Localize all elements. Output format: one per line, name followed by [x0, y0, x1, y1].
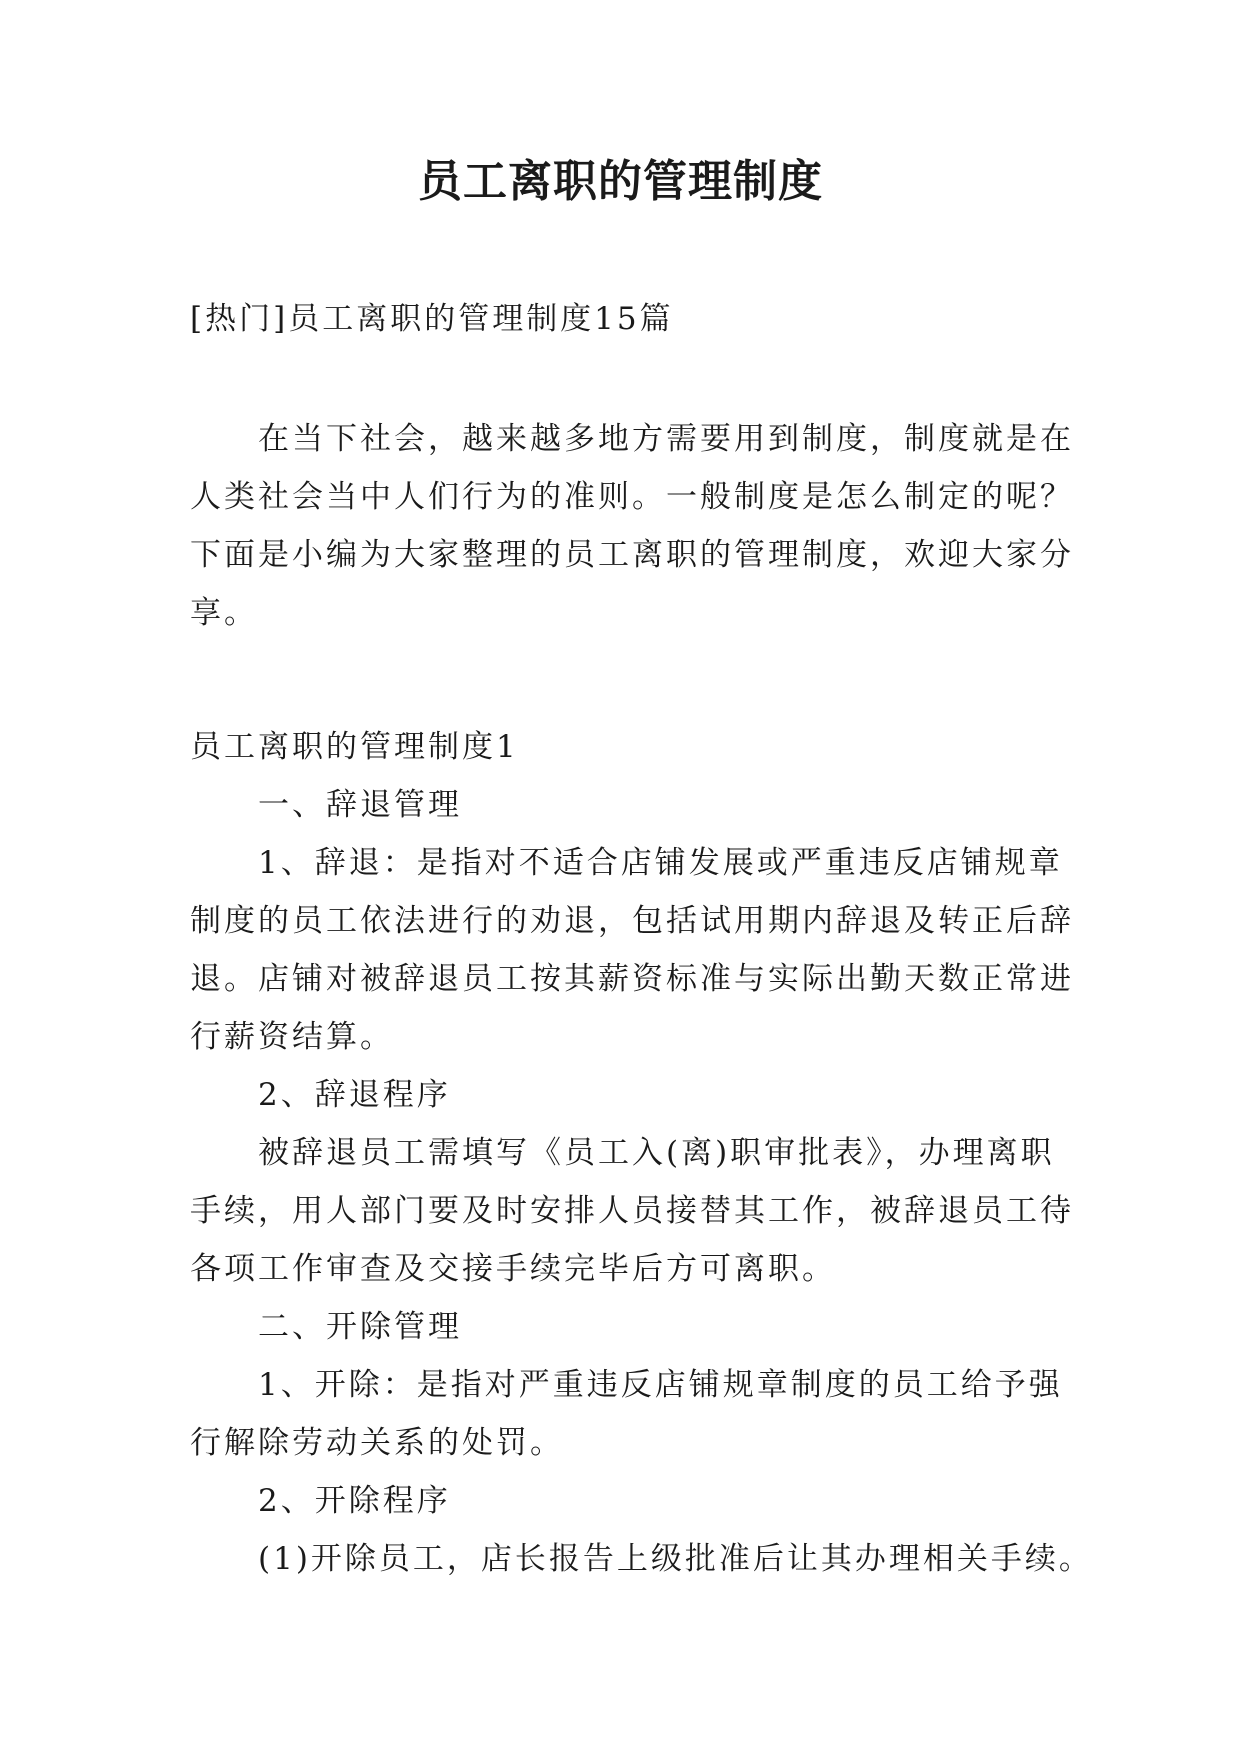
paragraph-line: (1)开除员工，店长报告上级批准后让其办理相关手续。	[258, 1541, 1093, 1577]
paragraph-line: 退。店铺对被辞退员工按其薪资标准与实际出勤天数正常进	[190, 961, 1074, 997]
paragraph-line: 行解除劳动关系的处罚。	[190, 1425, 564, 1461]
section-heading: 员工离职的管理制度1	[190, 729, 519, 765]
paragraph-line: 被辞退员工需填写《员工入(离)职审批表》，办理离职	[258, 1135, 1055, 1171]
document-title: 员工离职的管理制度	[418, 156, 823, 207]
paragraph-line: 手续，用人部门要及时安排人员接替其工作，被辞退员工待	[190, 1193, 1074, 1229]
item-heading: 2、开除程序	[258, 1483, 451, 1519]
paragraph-line: 1、开除：是指对严重违反店铺规章制度的员工给予强	[258, 1367, 1063, 1403]
intro-paragraph-line: 享。	[190, 595, 258, 631]
item-heading: 2、辞退程序	[258, 1077, 451, 1113]
intro-paragraph-line: 人类社会当中人们行为的准则。一般制度是怎么制定的呢？	[190, 479, 1074, 515]
subsection-heading: 一、辞退管理	[258, 787, 462, 823]
intro-paragraph-line: 下面是小编为大家整理的员工离职的管理制度，欢迎大家分	[190, 537, 1074, 573]
document-body	[190, 290, 1093, 1588]
subsection-heading: 二、开除管理	[258, 1309, 462, 1345]
paragraph-line: 各项工作审查及交接手续完毕后方可离职。	[190, 1251, 836, 1287]
document-subtitle: [热门]员工离职的管理制度15篇	[190, 301, 674, 337]
paragraph-line: 1、辞退：是指对不适合店铺发展或严重违反店铺规章	[258, 845, 1063, 881]
intro-paragraph-line: 在当下社会，越来越多地方需要用到制度，制度就是在	[258, 421, 1074, 457]
paragraph-line: 制度的员工依法进行的劝退，包括试用期内辞退及转正后辞	[190, 903, 1074, 939]
paragraph-line: 行薪资结算。	[190, 1019, 394, 1055]
